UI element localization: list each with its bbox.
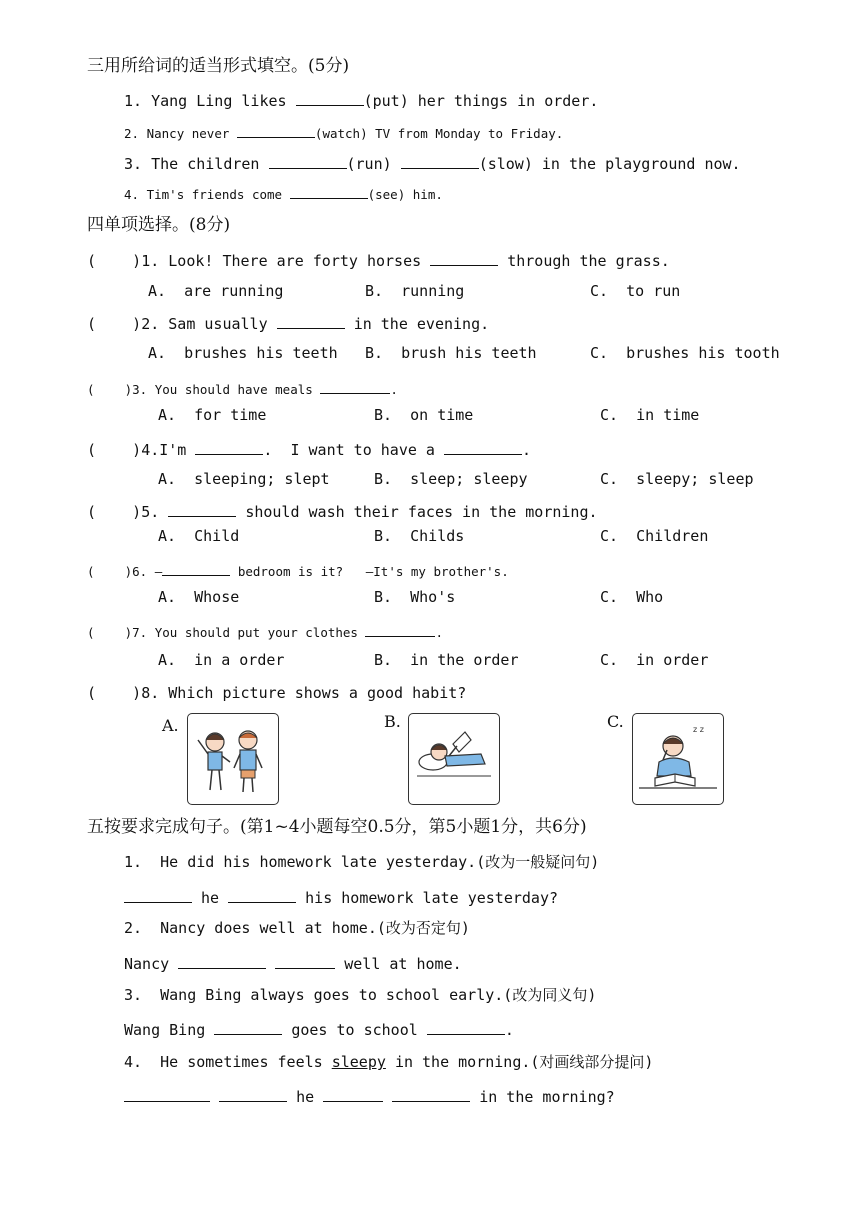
answer-blank[interactable]: [124, 891, 192, 903]
answer-blank[interactable]: [237, 126, 315, 138]
option-a[interactable]: A. in a order: [158, 651, 285, 669]
option-c[interactable]: C. Children: [600, 527, 709, 545]
answer-blank[interactable]: [168, 505, 236, 517]
option-b[interactable]: B. running: [365, 282, 465, 300]
s4-question-2: ( )2. Sam usually in the evening.: [87, 315, 490, 333]
answer-blank[interactable]: [320, 382, 390, 394]
s5-answer-2: Nancy well at home.: [124, 955, 462, 973]
answer-blank[interactable]: [296, 94, 364, 106]
option-a[interactable]: A.: [162, 716, 179, 735]
s3-question-1: 1. Yang Ling likes (put) her things in order.: [124, 92, 599, 110]
answer-blank[interactable]: [214, 1023, 282, 1035]
underlined-word: sleepy: [331, 1053, 386, 1071]
s5-answer-3: Wang Bing goes to school .: [124, 1021, 514, 1039]
answer-blank[interactable]: [290, 187, 368, 199]
section-4-title: 四单项选择。(8分): [87, 215, 231, 235]
s4-question-7: ( )7. You should put your clothes .: [87, 625, 444, 640]
option-c[interactable]: C. to run: [590, 282, 681, 300]
answer-blank[interactable]: [430, 254, 498, 266]
answer-blank[interactable]: [277, 317, 345, 329]
answer-blank[interactable]: [365, 625, 435, 637]
answer-blank[interactable]: [401, 157, 479, 169]
answer-blank[interactable]: [427, 1023, 505, 1035]
option-b[interactable]: B. on time: [374, 406, 474, 424]
answer-blank[interactable]: [162, 564, 230, 576]
option-c[interactable]: C.: [607, 712, 624, 731]
picture-exercise[interactable]: [187, 713, 279, 805]
s5-question-4: 4. He sometimes feels sleepy in the morning.(对画线部分提问): [124, 1053, 654, 1071]
answer-blank[interactable]: [269, 157, 347, 169]
svg-text:z z: z z: [693, 725, 704, 734]
s3-question-2: 2. Nancy never (watch) TV from Monday to Friday.: [124, 126, 564, 141]
child-reading-lying-icon: [409, 714, 499, 804]
option-c[interactable]: C. in time: [600, 406, 700, 424]
option-b[interactable]: B. brush his teeth: [365, 344, 537, 362]
answer-blank[interactable]: [392, 1090, 470, 1102]
answer-blank[interactable]: [228, 891, 296, 903]
s4-question-8: ( )8. Which picture shows a good habit?: [87, 684, 467, 702]
section-3-title: 三用所给词的适当形式填空。(5分): [87, 56, 350, 76]
option-b[interactable]: B.: [384, 712, 401, 731]
s5-answer-4: he in the morning?: [124, 1090, 615, 1105]
s5-question-3: 3. Wang Bing always goes to school early.(改为同义句): [124, 986, 597, 1004]
option-a[interactable]: A. for time: [158, 406, 267, 424]
s5-answer-1: he his homework late yesterday?: [124, 891, 558, 906]
section-5-title: 五按要求完成句子。(第1~4小题每空0.5分，第5小题1分，共6分): [87, 817, 587, 837]
option-c[interactable]: C. sleepy; sleep: [600, 470, 754, 488]
answer-blank[interactable]: [444, 443, 522, 455]
s4-question-6: ( )6. — bedroom is it? —It's my brother's.: [87, 564, 509, 579]
answer-blank[interactable]: [124, 1090, 210, 1102]
s4-question-1: ( )1. Look! There are forty horses through the grass.: [87, 252, 670, 270]
option-c[interactable]: C. Who: [600, 588, 664, 606]
option-a[interactable]: A. Child: [158, 527, 240, 545]
option-b[interactable]: B. in the order: [374, 651, 519, 669]
answer-blank[interactable]: [219, 1090, 287, 1102]
picture-sleepy-at-desk[interactable]: [632, 713, 724, 805]
option-a[interactable]: A. sleeping; slept: [158, 470, 330, 488]
option-a[interactable]: A. brushes his teeth: [148, 344, 338, 362]
sleepy-child-at-desk-icon: [633, 714, 723, 804]
s4-question-3: ( )3. You should have meals .: [87, 382, 398, 397]
option-b[interactable]: B. Childs: [374, 527, 465, 545]
answer-blank[interactable]: [178, 957, 266, 969]
kids-exercising-icon: [188, 714, 278, 804]
s4-question-4: ( )4.I'm . I want to have a .: [87, 441, 532, 459]
option-c[interactable]: C. in order: [600, 651, 709, 669]
option-b[interactable]: B. sleep; sleepy: [374, 470, 528, 488]
answer-blank[interactable]: [195, 443, 263, 455]
s4-question-5: ( )5. should wash their faces in the morning.: [87, 503, 598, 521]
option-a[interactable]: A. Whose: [158, 588, 240, 606]
s5-question-2: 2. Nancy does well at home.(改为否定句): [124, 919, 470, 937]
answer-blank[interactable]: [323, 1090, 383, 1102]
s3-question-4: 4. Tim's friends come (see) him.: [124, 187, 443, 202]
answer-blank[interactable]: [275, 957, 335, 969]
option-b[interactable]: B. Who's: [374, 588, 456, 606]
option-a[interactable]: A. are running: [148, 282, 284, 300]
s5-question-1: 1. He did his homework late yesterday.(改为一般疑问句): [124, 853, 600, 871]
s3-question-3: 3. The children (run) (slow) in the playground now.: [124, 155, 741, 173]
picture-reading-in-bed[interactable]: [408, 713, 500, 805]
option-c[interactable]: C. brushes his tooth: [590, 344, 780, 362]
